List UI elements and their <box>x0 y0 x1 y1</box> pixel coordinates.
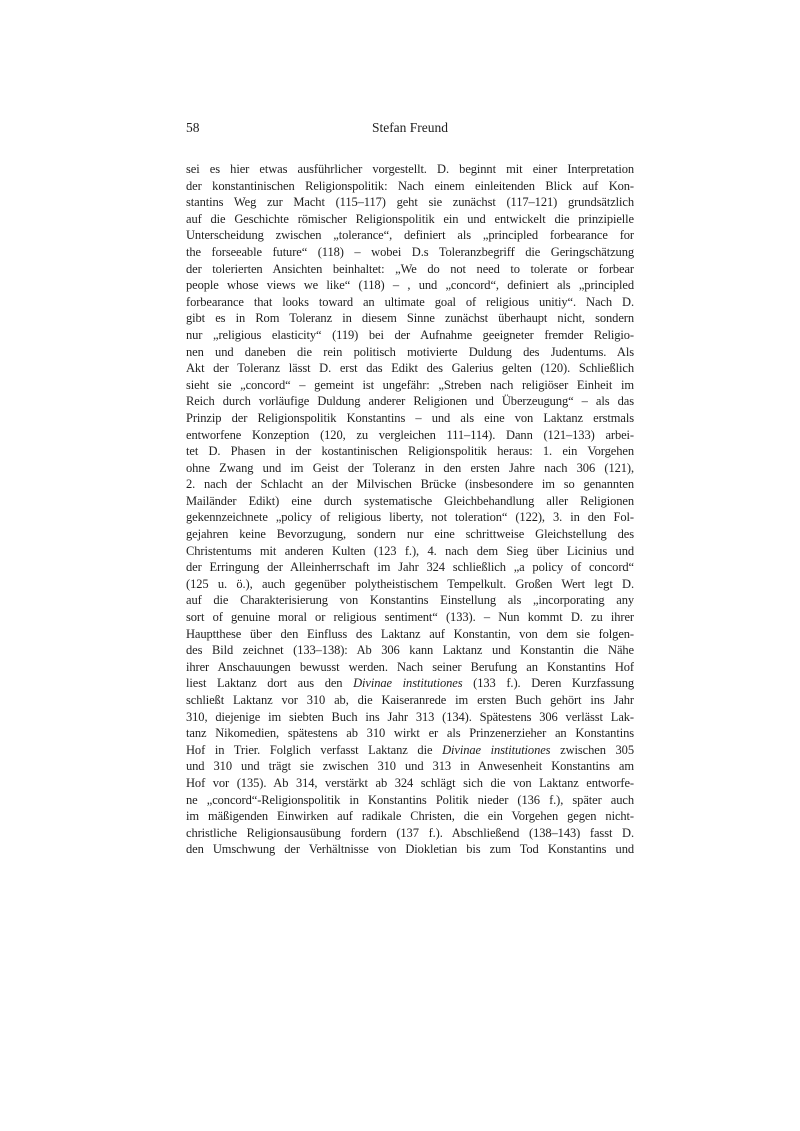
text-line: 310, diejenige im siebten Buch ins Jahr 313 (134). Spätestens 306 verlässt Lak- <box>186 709 634 724</box>
text-line: ne „concord“-Religionspolitik in Konstantins Politik nieder (136 f.), später auch <box>186 792 634 807</box>
text-line: und 310 und trägt sie zwischen 310 und 313 in Anwesenheit Konstantins am <box>186 759 634 774</box>
text-line: sei es hier etwas ausführlicher vorgestellt. D. beginnt mit einer Interpretation <box>186 162 634 176</box>
text-line: der konstantinischen Religionspolitik: Nach einem einleitenden Blick auf Kon- <box>186 178 634 193</box>
body-text <box>186 161 634 858</box>
text-line: auf die Charakterisierung von Konstantins Einstellung als „incorporating any <box>186 593 634 608</box>
text-line: Hof in Trier. Folglich verfasst Laktanz die Divinae institutiones zwischen 305 <box>186 742 634 757</box>
text-line: forbearance that looks toward an ultimate goal of religious unitiy“. Nach D. <box>186 294 634 309</box>
text-line: Unterscheidung zwischen „tolerance“, definiert als „principled forbearance for <box>186 228 634 243</box>
text-line: Hof vor (135). Ab 314, verstärkt ab 324 schlägt sich die von Laktanz entworfe- <box>186 775 634 790</box>
text-line: stantins Weg zur Macht (115–117) geht sie zunächst (117–121) grundsätzlich <box>186 195 634 210</box>
text-line: der tolerierten Ansichten beinhaltet: „We do not need to tolerate or forbear <box>186 261 634 276</box>
text-line: gejahren keine Bevorzugung, sondern nur eine schrittweise Gleichstellung des <box>186 527 634 542</box>
text-line: auf die Geschichte römischer Religionspolitik ein und entwickelt die prinzipielle <box>186 211 634 226</box>
text-line: (125 u. ö.), auch gegenüber polytheistischem Tempelkult. Großen Wert legt D. <box>186 576 634 591</box>
text-line: des Bild zeichnet (133–138): Ab 306 kann Laktanz und Konstantin die Nähe <box>186 643 634 658</box>
text-line: christliche Religionsausübung fordern (137 f.). Abschließend (138–143) fasst D. <box>186 825 634 840</box>
text-line: Hauptthese über den Einfluss des Laktanz auf Konstantin, von dem sie folgen- <box>186 626 634 641</box>
text-line: schließt Laktanz vor 310 ab, die Kaiseranrede im ersten Buch gehört ins Jahr <box>186 693 634 707</box>
text-line: im mäßigenden Einwirken auf radikale Christen, die ein Vorgehen gegen nicht- <box>186 809 634 824</box>
text-line: 2. nach der Schlacht an der Milvischen Brücke (insbesondere im so genannten <box>186 477 634 492</box>
page-number: 58 <box>186 120 200 135</box>
text-line: tanz Nikomedien, spätestens ab 310 wirkt er als Prinzenerzieher an Konstantins <box>186 726 634 741</box>
text-line: nur „religious elasticity“ (119) bei der Aufnahme geeigneter fremder Religio- <box>186 327 634 342</box>
text-line: den Umschwung der Verhältnisse von Diokletian bis zum Tod Konstantins und <box>186 842 634 857</box>
text-line: ohne Zwang und im Geist der Toleranz in den ersten Jahre nach 306 (121), <box>186 460 634 475</box>
text-line: people whose views we like“ (118) – , und „concord“, definiert als „principled <box>186 278 634 293</box>
text-line: der Erringung der Alleinherrschaft im Jahr 324 schließlich „a policy of concord“ <box>186 560 634 575</box>
text-line: the forseeable future“ (118) – wobei D.s Toleranzbegriff die Geringschätzung <box>186 244 634 259</box>
text-line: Reich durch vorläufige Duldung anderer Religionen und Überzeugung“ – als das <box>186 394 634 409</box>
text-line: nen und daneben die rein politisch motivierte Duldung des Judentums. Als <box>186 344 634 359</box>
text-line: tet D. Phasen in der kostantinischen Religionspolitik heraus: 1. ein Vorgehen <box>186 444 634 459</box>
page-header <box>186 119 634 137</box>
text-line: ihrer Anschauungen bewusst werden. Nach seiner Berufung an Konstantins Hof <box>186 659 634 674</box>
running-head: Stefan Freund <box>371 120 449 135</box>
text-line: sort of genuine moral or religious sentiment“ (133). – Nun kommt D. zu ihrer <box>186 610 634 625</box>
text-line: Christentums mit anderen Kulten (123 f.), 4. nach dem Sieg über Licinius und <box>186 543 634 558</box>
text-line: Mailänder Edikt) eine durch systematische Gleichbehandlung aller Religionen <box>186 493 634 508</box>
text-line: gibt es in Rom Toleranz in diesem Sinne zunächst überhaupt nicht, sondern <box>186 311 634 326</box>
text-line: Akt der Toleranz lässt D. erst das Edikt des Galerius gelten (120). Schließlich <box>186 361 634 376</box>
text-line: sieht sie „concord“ – gemeint ist ungefähr: „Streben nach religiöser Einheit im <box>186 377 634 392</box>
text-line: entworfene Konzeption (120, zu vergleichen 111–114). Dann (121–133) arbei- <box>186 427 634 442</box>
text-line: Prinzip der Religionspolitik Konstantins – und als eine von Laktanz erstmals <box>186 410 634 425</box>
text-line: gekennzeichnete „policy of religious liberty, not toleration“ (122), 3. in den Fol- <box>186 510 634 525</box>
text-line: liest Laktanz dort aus den Divinae institutiones (133 f.). Deren Kurzfassung <box>186 676 634 691</box>
